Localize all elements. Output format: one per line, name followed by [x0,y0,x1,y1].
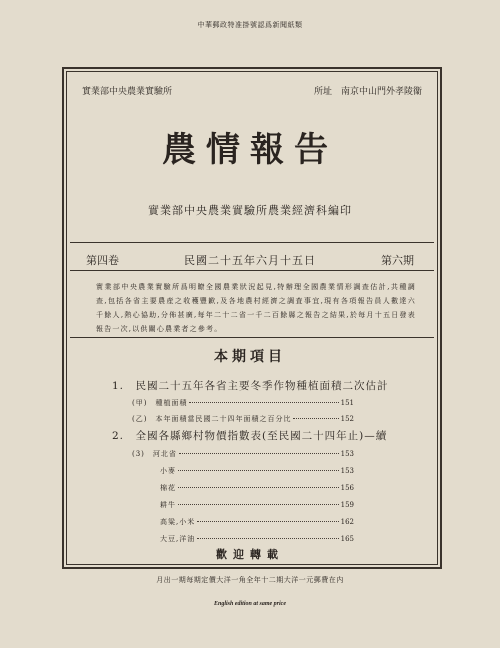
contents-item-label: (甲) 種植面積 [132,399,188,407]
price-note: 月出一期每期定價大洋一角全年十二期大洋一元郵費在内 [156,576,344,584]
contents-section-2: 2. 全國各縣鄉村物價指數表(至民國二十四年止)—續 [112,430,388,442]
contents-item-page: 152 [340,415,354,423]
contents-item-label: 高粱,小米 [160,518,196,526]
publisher-address: 所址 南京中山門外孝陵衞 [313,87,422,97]
contents-item [160,517,354,527]
contents-item-label: (3) 河北省 [132,450,177,458]
contents-item-page: 159 [340,501,354,509]
contents-item [132,398,354,408]
contents-heading: 本期項目 [214,349,286,365]
contents-item-page: 162 [340,518,354,526]
english-edition-note: English edition at same price [213,601,286,607]
reprint-welcome: 歡迎轉載 [216,548,284,561]
divider-contents [70,337,434,338]
contents-item [160,500,354,510]
intro-paragraph: 實業部中央農業實驗所爲明瞭全國農業狀況起見,特辦理全國農業情形調查估計,共種調查,包括各省主要農産之收穫豐歉,及各地農村經濟之調査事宜,現有各項報告員人數達六千餘人,熱心協助,分佈甚廣,每年二十二省一千二百餘縣之報告之結果,於每月十五日發表報告一次,以供關心農業者之參考。 [96,283,416,333]
contents-section-1: 1. 民國二十五年各省主要冬季作物種植面積二次估計 [112,380,389,392]
issue-number: 第六期 [381,254,414,267]
contents-item-label: 耕牛 [160,501,176,509]
divider-top [70,242,434,243]
contents-item-page: 156 [340,484,354,492]
contents-item-page: 153 [340,450,354,458]
contents-item [160,483,354,493]
divider-mid [70,270,434,271]
contents-item [160,466,354,476]
contents-item-label: (乙) 本年面積當民國二十四年面積之百分比 [132,415,292,423]
contents-item-page: 151 [340,399,354,407]
postal-registration-note: 中華郵政特准掛號認爲新聞紙類 [197,21,303,29]
page-title: 農情報告 [162,130,338,170]
contents-item [132,414,354,424]
contents-item [160,534,354,544]
contents-item-page: 153 [340,467,354,475]
issue-date: 民國二十五年六月十五日 [184,254,316,267]
contents-item-label: 棉花 [160,484,176,492]
editor-line: 實業部中央農業實驗所農業經濟科編印 [148,204,352,217]
contents-item [132,449,354,459]
volume-number: 第四卷 [86,254,119,267]
publisher-name: 實業部中央農業實驗所 [82,87,173,97]
contents-item-label: 大豆,洋油 [160,535,196,543]
contents-item-page: 165 [340,535,354,543]
contents-item-label: 小麥 [160,467,176,475]
